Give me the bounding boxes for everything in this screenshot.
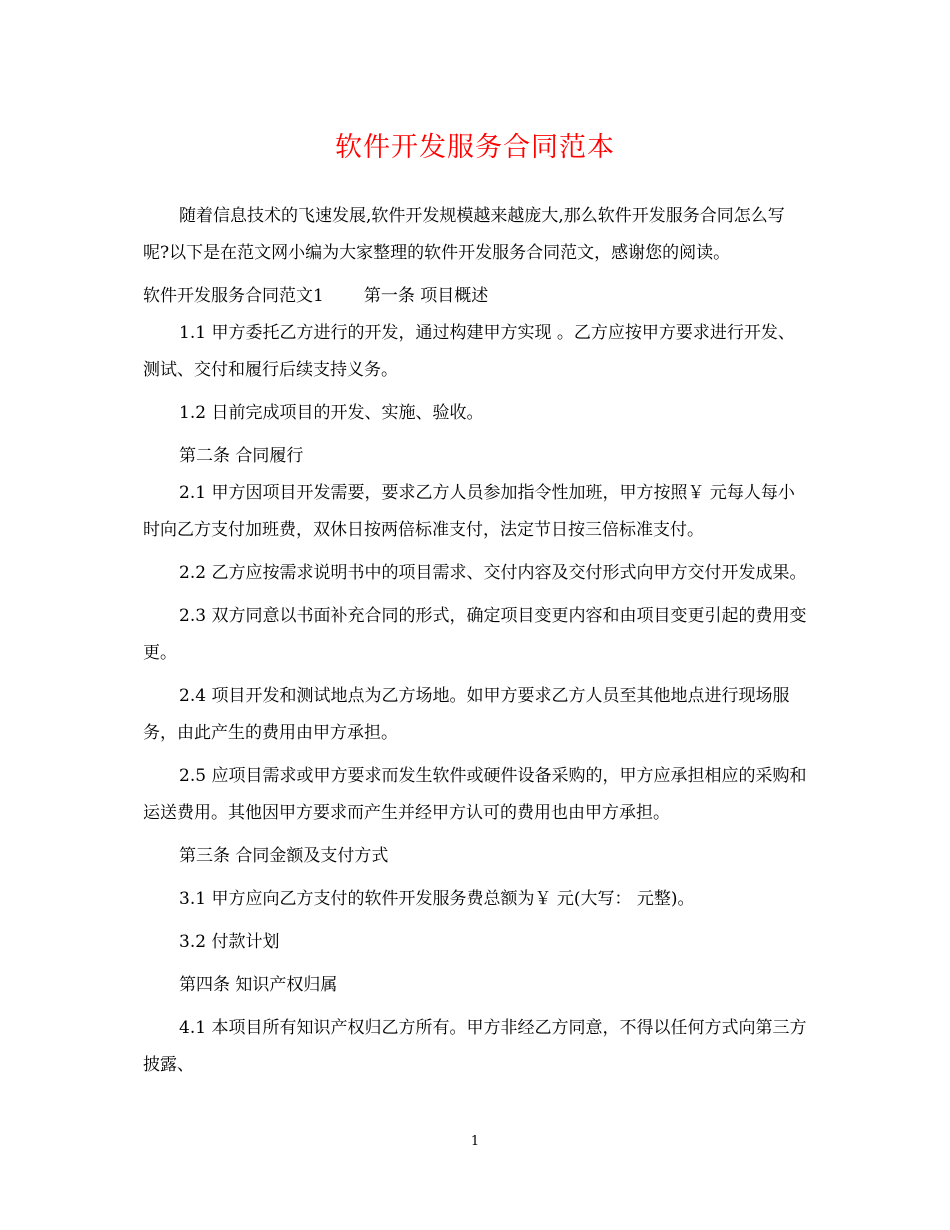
article-3-heading: 第三条 合同金额及支付方式: [179, 846, 389, 866]
page-number: 1: [470, 1134, 480, 1149]
clause-1-2: 1.2 日前完成项目的开发、实施、验收。: [179, 403, 484, 423]
article-4-heading: 第四条 知识产权归属: [179, 975, 338, 995]
section-label: 软件开发服务合同范文1: [143, 286, 324, 306]
clause-2-3: 2.3 双方同意以书面补充合同的形式，确定项目变更内容和由项目变更引起的费用变更。: [143, 606, 807, 663]
clause-3-2: 3.2 付款计划: [179, 932, 280, 952]
clause-1-1: 1.1 甲方委托乙方进行的开发，通过构建甲方实现 。乙方应按甲方要求进行开发、测试、交付和履行后续支持义务。: [143, 323, 795, 380]
clause-3-1: 3.1 甲方应向乙方支付的软件开发服务费总额为￥ 元(大写： 元整)。: [179, 889, 695, 909]
clause-2-5: 2.5 应项目需求或甲方要求而发生软件或硬件设备采购的，甲方应承担相应的采购和运送费用。其他因甲方要求而产生并经甲方认可的费用也由甲方承担。: [143, 766, 807, 823]
clause-2-1: 2.1 甲方因项目开发需要，要求乙方人员参加指令性加班，甲方按照￥ 元每人每小时向乙方支付加班费，双休日按两倍标准支付，法定节日按三倍标准支付。: [143, 483, 795, 540]
document-body: [143, 198, 808, 1090]
clause-2-2: 2.2 乙方应按需求说明书中的项目需求、交付内容及交付形式向甲方交付开发成果。: [179, 563, 807, 583]
article-1-heading: 第一条 项目概述: [363, 286, 489, 306]
intro-paragraph: 随着信息技术的飞速发展,软件开发规模越来越庞大,那么软件开发服务合同怎么写呢?以下是在范文网小编为大家整理的软件开发服务合同范文，感谢您的阅读。: [143, 206, 785, 263]
clause-2-4: 2.4 项目开发和测试地点为乙方场地。如甲方要求乙方人员至其他地点进行现场服务，由此产生的费用由甲方承担。: [143, 686, 790, 743]
section-heading-line: [143, 278, 808, 315]
document-title: 软件开发服务合同范本: [335, 132, 615, 163]
clause-4-1: 4.1 本项目所有知识产权归乙方所有。甲方非经乙方同意，不得以任何方式向第三方披露、: [143, 1018, 807, 1075]
article-2-heading: 第二条 合同履行: [179, 446, 304, 466]
